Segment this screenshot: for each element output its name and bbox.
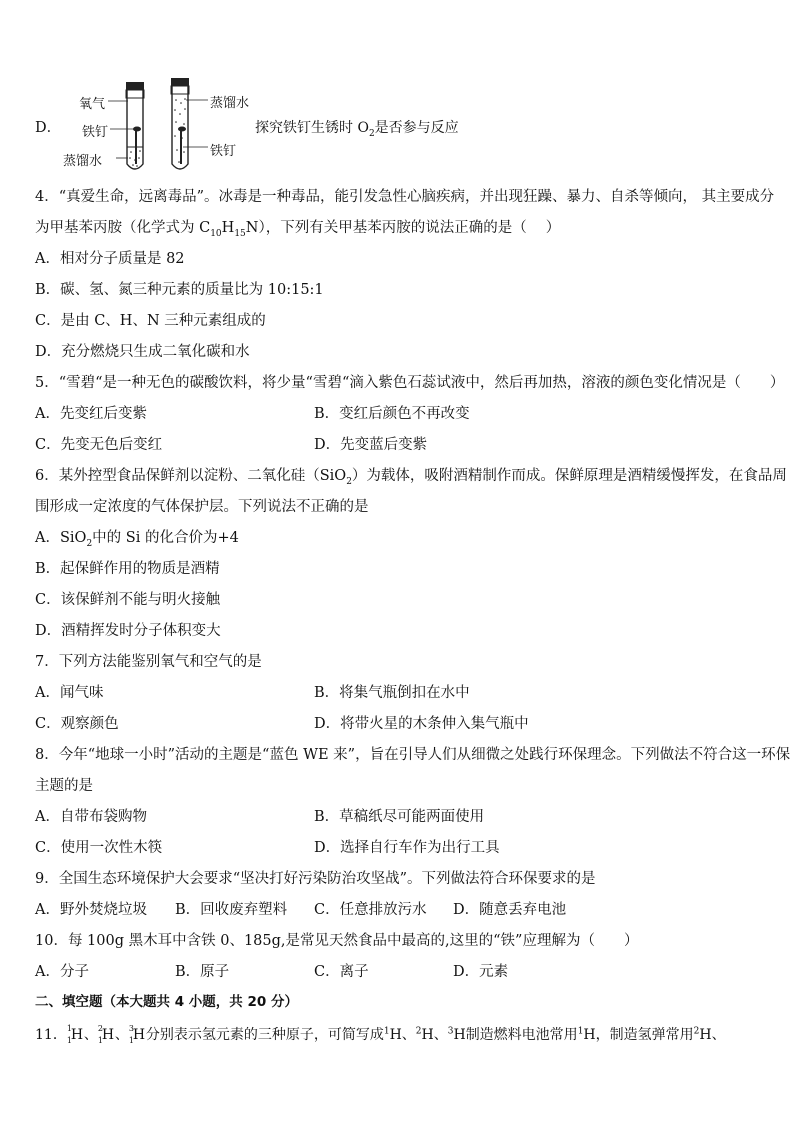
q7-option-b: B．将集气瓶倒扣在水中	[314, 685, 470, 701]
q9-option-c: C．任意排放污水	[314, 902, 427, 918]
q10-option-d: D．元素	[453, 964, 509, 980]
q9-option-d: D．随意丢弃电池	[453, 902, 567, 918]
isotope-1-notation: 1 1 H	[66, 1024, 84, 1045]
label-oxygen: 氧气	[79, 97, 106, 112]
q6-option-c: C．该保鲜剂不能与明火接触	[35, 592, 221, 608]
q6-stem-line2: 围形成一定浓度的气体保护层。下列说法不正确的是	[35, 499, 369, 515]
q7-stem: 7．下列方法能鉴别氧气和空气的是	[35, 654, 262, 670]
label-iron-nail-right: 铁钉	[210, 144, 237, 159]
q4-stem-line1: 4．“真爱生命，远离毒品”。冰毒是一种毒品，能引发急性心脑疾病，并出现狂躁、暴力、自杀等倾向， 其主要成分	[35, 189, 775, 205]
left-test-tube	[126, 82, 144, 169]
q6-option-d: D．酒精挥发时分子体积变大	[35, 623, 221, 639]
q3-option-d-text: 探究铁钉生锈时 $O_2$是否参与反应	[255, 120, 459, 139]
q4-option-a: A．相对分子质量是 82	[35, 251, 185, 267]
isotope-2-notation: 2 1 H	[97, 1024, 115, 1045]
q9-option-b: B．回收废弃塑料	[175, 902, 288, 918]
q4-stem-line2: 为甲基苯丙胺（化学式为 $C_{10}H_{15}N$），下列有关甲基苯丙胺的说法正确的是（ ）	[35, 220, 561, 239]
q7-option-d: D．将带火星的木条伸入集气瓶中	[314, 716, 529, 732]
q8-option-c: C．使用一次性木筷	[35, 840, 163, 856]
label-distilled-water-left: 蒸馏水	[63, 154, 103, 169]
q9-option-a: A．野外焚烧垃圾	[35, 902, 147, 918]
q10-option-a: A．分子	[35, 964, 89, 980]
q5-stem: 5．“雪碧“是一种无色的碳酸饮料，将少量“雪碧“滴入紫色石蕊试液中，然后再加热，溶液的颜色变化情况是（ ）	[35, 375, 785, 391]
right-test-tube	[171, 78, 189, 169]
q9-stem: 9．全国生态环境保护大会要求“坚决打好污染防治攻坚战”。下列做法符合环保要求的是	[35, 871, 596, 887]
q5-option-b: B．变红后颜色不再改变	[314, 406, 470, 422]
q5-option-a: A．先变红后变紫	[35, 406, 147, 422]
q7-option-c: C．观察颜色	[35, 716, 119, 732]
q11-stem: 11． 1 1 H 、 2 1 H 、 3 1 H 分别表示氢元素的三种原子，可简写成$^1$H、$^2$H、$^3$H制造燃料电池常用$^1$H，制造氢弹常用$^2$H、	[35, 1024, 726, 1045]
label-distilled-water-right: 蒸馏水	[210, 96, 250, 111]
q6-stem-line1: 6．某外控型食品保鲜剂以淀粉、二氧化硅（SiO$_2$）为载体，吸附酒精制作而成。保鲜原理是酒精缓慢挥发，在食品周	[35, 468, 787, 487]
q8-stem-line1: 8．今年“地球一小时”活动的主题是“蓝色 WE 来”，旨在引导人们从细微之处践行环保理念。下列做法不符合这一环保	[35, 747, 791, 763]
q8-option-d: D．选择自行车作为出行工具	[314, 840, 500, 856]
q5-option-c: C．先变无色后变红	[35, 437, 163, 453]
q8-option-b: B．草稿纸尽可能两面使用	[314, 809, 485, 825]
q10-option-c: C．离子	[314, 964, 369, 980]
q6-option-a: A．SiO$_2$中的 Si 的化合价为+4	[35, 530, 239, 549]
q3-option-d-letter: D．	[35, 120, 62, 136]
q4-option-b: B．碳、氢、氮三种元素的质量比为 10:15:1	[35, 282, 324, 298]
q10-stem: 10．每 100g 黑木耳中含铁 0、185g,是常见天然食品中最高的,这里的“铁”应理解为（ ）	[35, 933, 639, 949]
q10-option-b: B．原子	[175, 964, 230, 980]
q8-stem-line2: 主题的是	[35, 778, 93, 794]
label-iron-nail-left: 铁钉	[82, 125, 109, 140]
q6-option-b: B．起保鲜作用的物质是酒精	[35, 561, 220, 577]
q4-option-c: C．是由 C、H、N 三种元素组成的	[35, 313, 266, 329]
q5-option-d: D．先变蓝后变紫	[314, 437, 428, 453]
q8-option-a: A．自带布袋购物	[35, 809, 147, 825]
isotope-3-notation: 3 1 H	[128, 1024, 146, 1045]
q4-option-d: D．充分燃烧只生成二氧化碳和水	[35, 344, 250, 360]
section-heading-fill-in: 二、填空题（本大题共 4 小题，共 20 分）	[35, 994, 298, 1010]
q7-option-a: A．闻气味	[35, 685, 104, 701]
